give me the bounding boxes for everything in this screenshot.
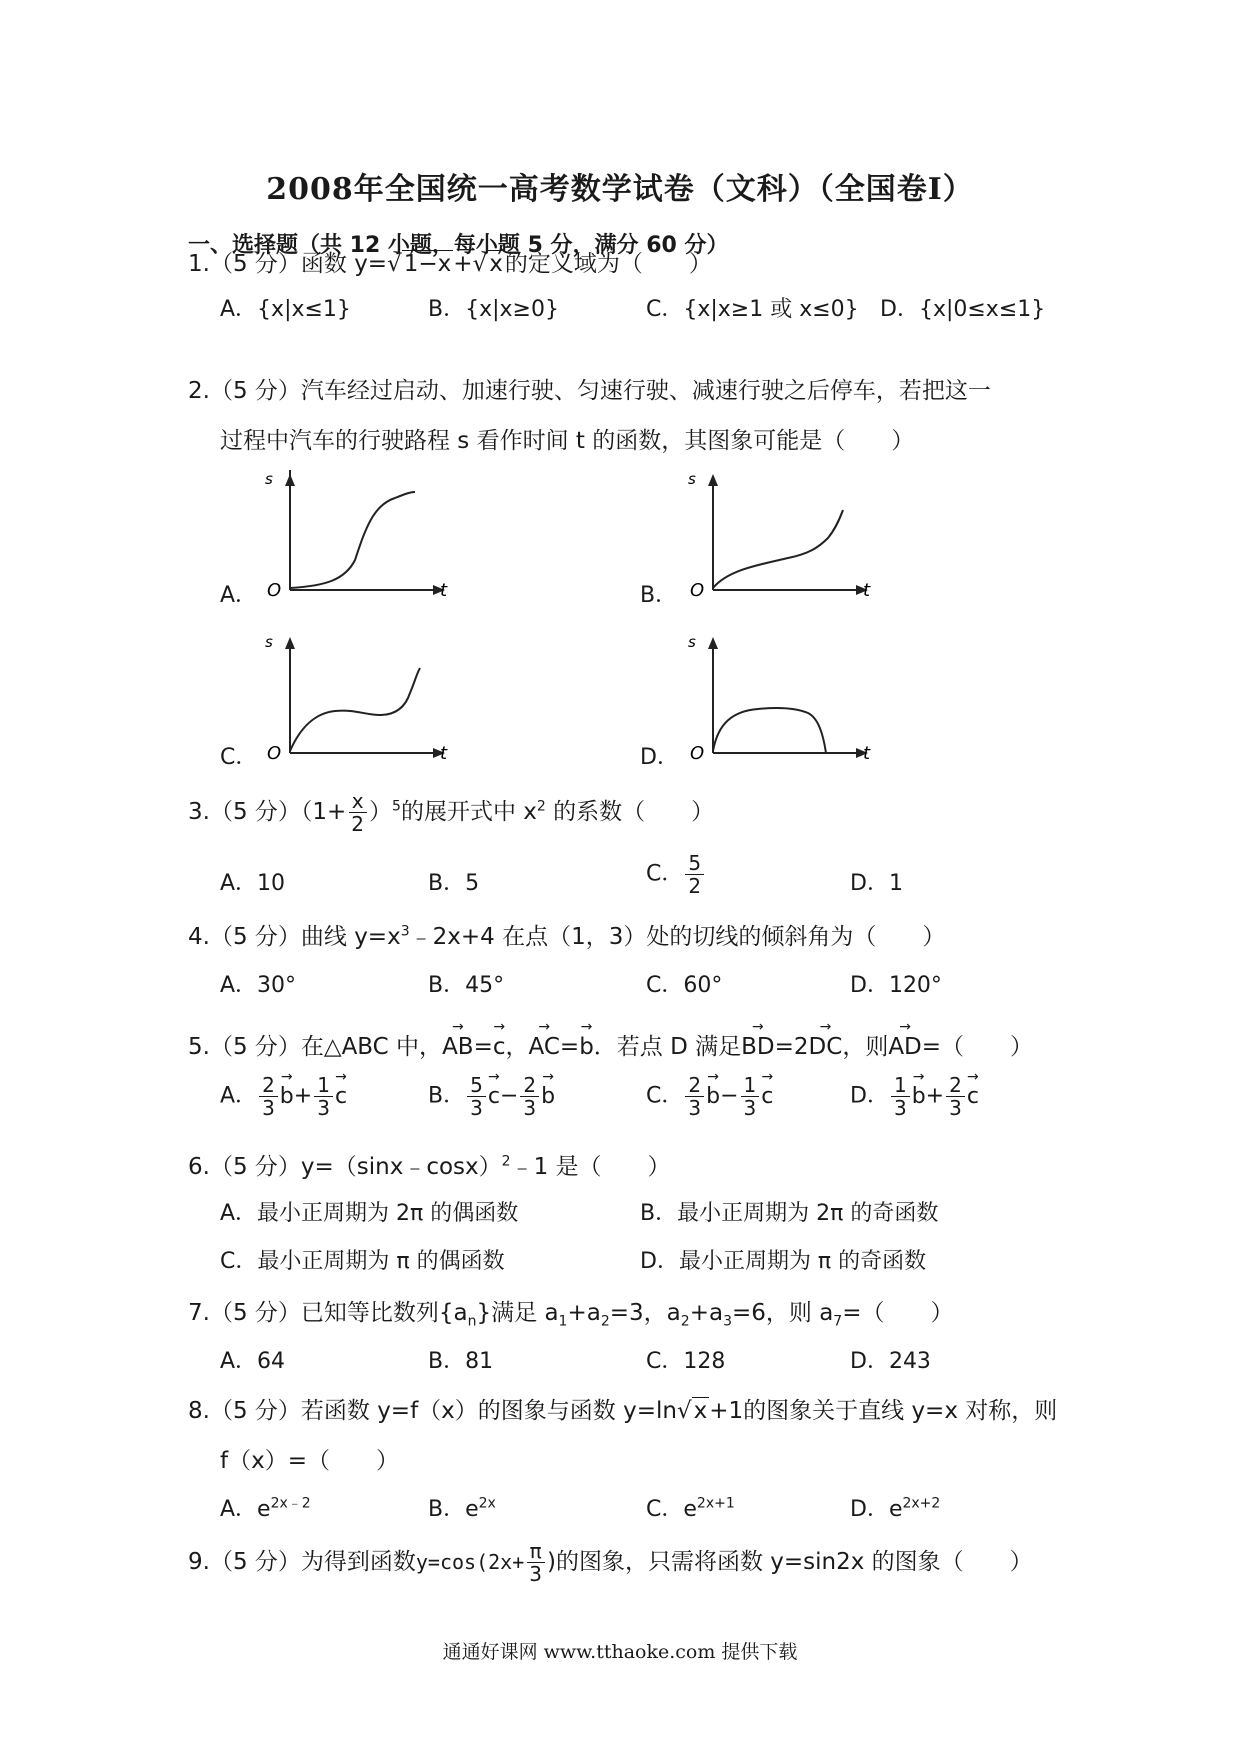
axis-t-label: t [440,580,448,601]
q8-option-b[interactable]: B．$e^{2x}$ [428,1495,496,1522]
svg-text:s: s [688,633,696,651]
q2-graph-d[interactable] [678,633,878,773]
q1-option-d[interactable]: D．{x|0≤x≤1} [880,297,1046,322]
svg-text:s: s [265,633,273,651]
q7-option-d[interactable]: D．243 [850,1349,931,1374]
footer-text: 通通好课网 www.tthaoke.com 提供下载 [442,1641,798,1663]
q3-option-d[interactable]: D．1 [850,871,903,896]
svg-text:t: t [863,743,871,764]
q5-option-d[interactable]: D． $\frac{1}{3}$ → b+ $\frac{2}{3}$ → c [850,1074,979,1119]
q8-option-d[interactable]: D．$e^{2x+2}$ [850,1495,941,1522]
svg-text:t: t [440,743,448,764]
q2-graph-a[interactable] [255,470,455,610]
svg-text:O: O [690,743,705,764]
q8-option-c[interactable]: C．$e^{2x+1}$ [646,1495,735,1522]
q7-option-b[interactable]: B．81 [428,1349,494,1374]
q4-option-b[interactable]: B．45° [428,973,505,998]
q5-option-b[interactable]: B． $\frac{5}{3}$ → c− $\frac{2}{3}$ → b [428,1074,555,1119]
section-heading: 一、选择题（共 12 小题，每小题 5 分，满分 60 分） [188,233,729,258]
question-2-line2: 过程中汽车的行驶路程 s 看作时间 t 的函数，其图象可能是（ ） [220,428,915,454]
question-6: 6.（5 分）y=（sinx﹣cosx）$^2$﹣1 是（ ） [188,1153,671,1180]
q2-option-a[interactable]: A． [220,583,258,608]
q3-option-c[interactable]: C． $\frac{5}{2}$ [646,852,706,897]
question-8-line1: 8.（5 分）若函数 y=f（x）的图象与函数 y=ln√x+1的图象关于直线 y=x 对称，则 [188,1398,1058,1424]
question-3: 3.（5 分）（1+ $\frac{x}{2}$ ）$^5$的展开式中 $x^2$ 的系数（ ） [188,789,715,836]
q6-option-a[interactable]: A．最小正周期为 2π 的偶函数 [220,1201,519,1226]
q4-option-c[interactable]: C．60° [646,973,723,998]
page-title: 2008年全国统一高考数学试卷（文科）（全国卷Ⅰ） [266,172,974,207]
q2-graph-b[interactable] [678,470,878,610]
q5-option-c[interactable]: C． $\frac{2}{3}$ → b− $\frac{1}{3}$ → c [646,1074,773,1119]
q1-option-b[interactable]: B．{x|x≥0} [428,297,559,322]
q7-option-a[interactable]: A．64 [220,1349,286,1374]
q4-option-d[interactable]: D．120° [850,973,942,998]
q7-option-c[interactable]: C．128 [646,1349,726,1374]
svg-text:t: t [863,580,871,601]
q5-option-a[interactable]: A． $\frac{2}{3}$ → b+ $\frac{1}{3}$ → c [220,1074,347,1119]
axis-s-label: s [265,470,273,488]
question-1: 1.（5 分）函数 y=√1−x+√x的定义域为（ ） [188,251,712,277]
question-5: 5.（5 分）在△ABC 中，→ AB=→ c，→ AC=→ b．若点 D 满足→ BD=2→ DC，则→ AD=（ ） [188,1028,1033,1061]
question-9: 9.（5 分）为得到函数y=cos(2x+ $\frac{\pi}{3}$ )的图象，只需将函数 y=sin2x 的图象（ ） [188,1539,1033,1586]
question-2-line1: 2.（5 分）汽车经过启动、加速行驶、匀速行驶、减速行驶之后停车，若把这一 [188,378,991,404]
svg-text:O: O [690,580,705,601]
svg-text:O: O [267,743,282,764]
q6-option-b[interactable]: B．最小正周期为 2π 的奇函数 [640,1201,939,1226]
q8-option-a[interactable]: A．$e^{2x﹣2}$ [220,1495,311,1522]
q6-option-d[interactable]: D．最小正周期为 π 的奇函数 [640,1249,927,1274]
svg-text:s: s [688,470,696,488]
q3-option-b[interactable]: B．5 [428,871,480,896]
question-4: 4.（5 分）曲线 $y=x^3﹣2x+4$ 在点（1，3）处的切线的倾斜角为（ ） [188,923,946,950]
question-8-line2: f（x）=（ ） [220,1448,399,1474]
q2-option-d[interactable]: D． [640,745,679,770]
q1-option-a[interactable]: A．{x|x≤1} [220,297,351,322]
q2-option-b[interactable]: B． [640,583,678,608]
q1-option-c[interactable]: C．{x|x≥1 或 x≤0} [646,297,859,322]
q3-option-a[interactable]: A．10 [220,871,286,896]
question-7: 7.（5 分）已知等比数列$\{a_n\}$满足 $a_1+a_2=3$，$a_2+a_3=6$，则 $a_7=$（ ） [188,1300,954,1330]
q2-graph-c[interactable] [255,633,455,773]
axis-o-label: O [267,580,282,601]
q6-option-c[interactable]: C．最小正周期为 π 的偶函数 [220,1249,505,1274]
q4-option-a[interactable]: A．30° [220,973,297,998]
q2-option-c[interactable]: C． [220,745,258,770]
